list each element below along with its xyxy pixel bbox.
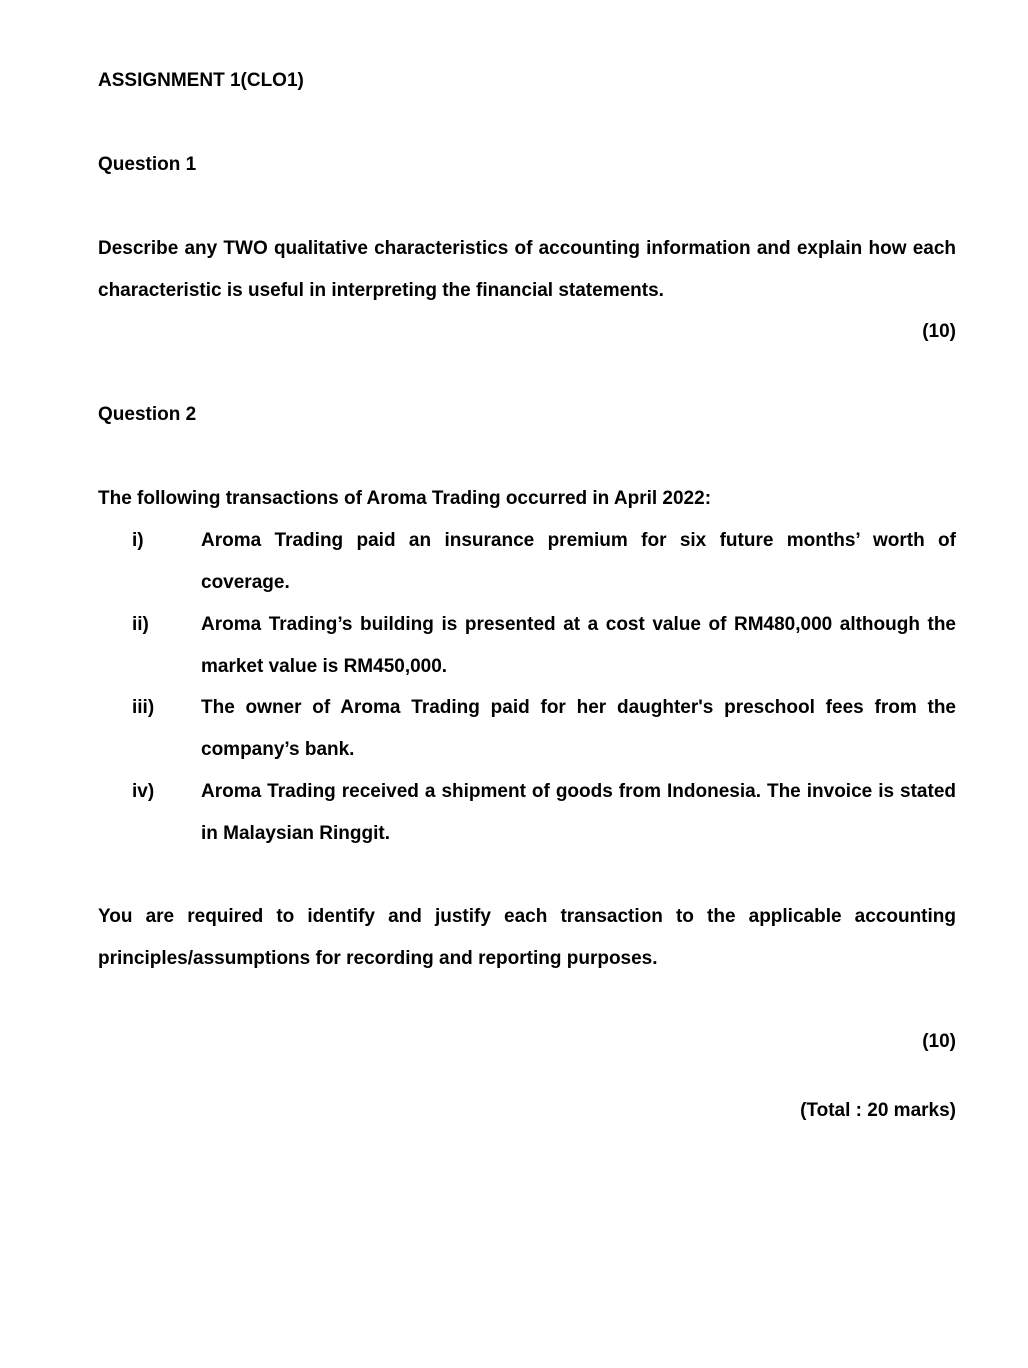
- list-item-text: Aroma Trading received a shipment of goods from Indonesia. The invoice is stated in Malaysian Ringgit.: [201, 781, 956, 844]
- question-2-marks: (10): [922, 1031, 956, 1052]
- question-2-requirement: You are required to identify and justify each transaction to the applicable accounting principles/assumptions for recording and reporting purposes.: [98, 906, 956, 969]
- list-item-text: Aroma Trading’s building is presented at a cost value of RM480,000 although the market value is RM450,000.: [201, 614, 956, 677]
- list-item-number: iv): [132, 781, 155, 802]
- total-marks: (Total : 20 marks): [800, 1100, 956, 1121]
- question-2-intro: The following transactions of Aroma Trading occurred in April 2022:: [98, 488, 712, 509]
- assignment-title: ASSIGNMENT 1(CLO1): [98, 70, 304, 91]
- list-item-text: Aroma Trading paid an insurance premium for six future months’ worth of coverage.: [201, 530, 956, 593]
- question-1-heading: Question 1: [98, 154, 197, 175]
- list-item-number: ii): [132, 614, 149, 635]
- question-1-marks: (10): [922, 321, 956, 342]
- list-item-text: The owner of Aroma Trading paid for her daughter's preschool fees from the company’s bank.: [201, 697, 956, 760]
- question-1-text: Describe any TWO qualitative characteristics of accounting information and explain how each characteristic is useful in interpreting the financial statements.: [98, 238, 956, 301]
- question-2-heading: Question 2: [98, 404, 197, 425]
- list-item-number: i): [132, 530, 144, 551]
- list-item-number: iii): [132, 697, 155, 718]
- document-page: [98, 0, 956, 1368]
